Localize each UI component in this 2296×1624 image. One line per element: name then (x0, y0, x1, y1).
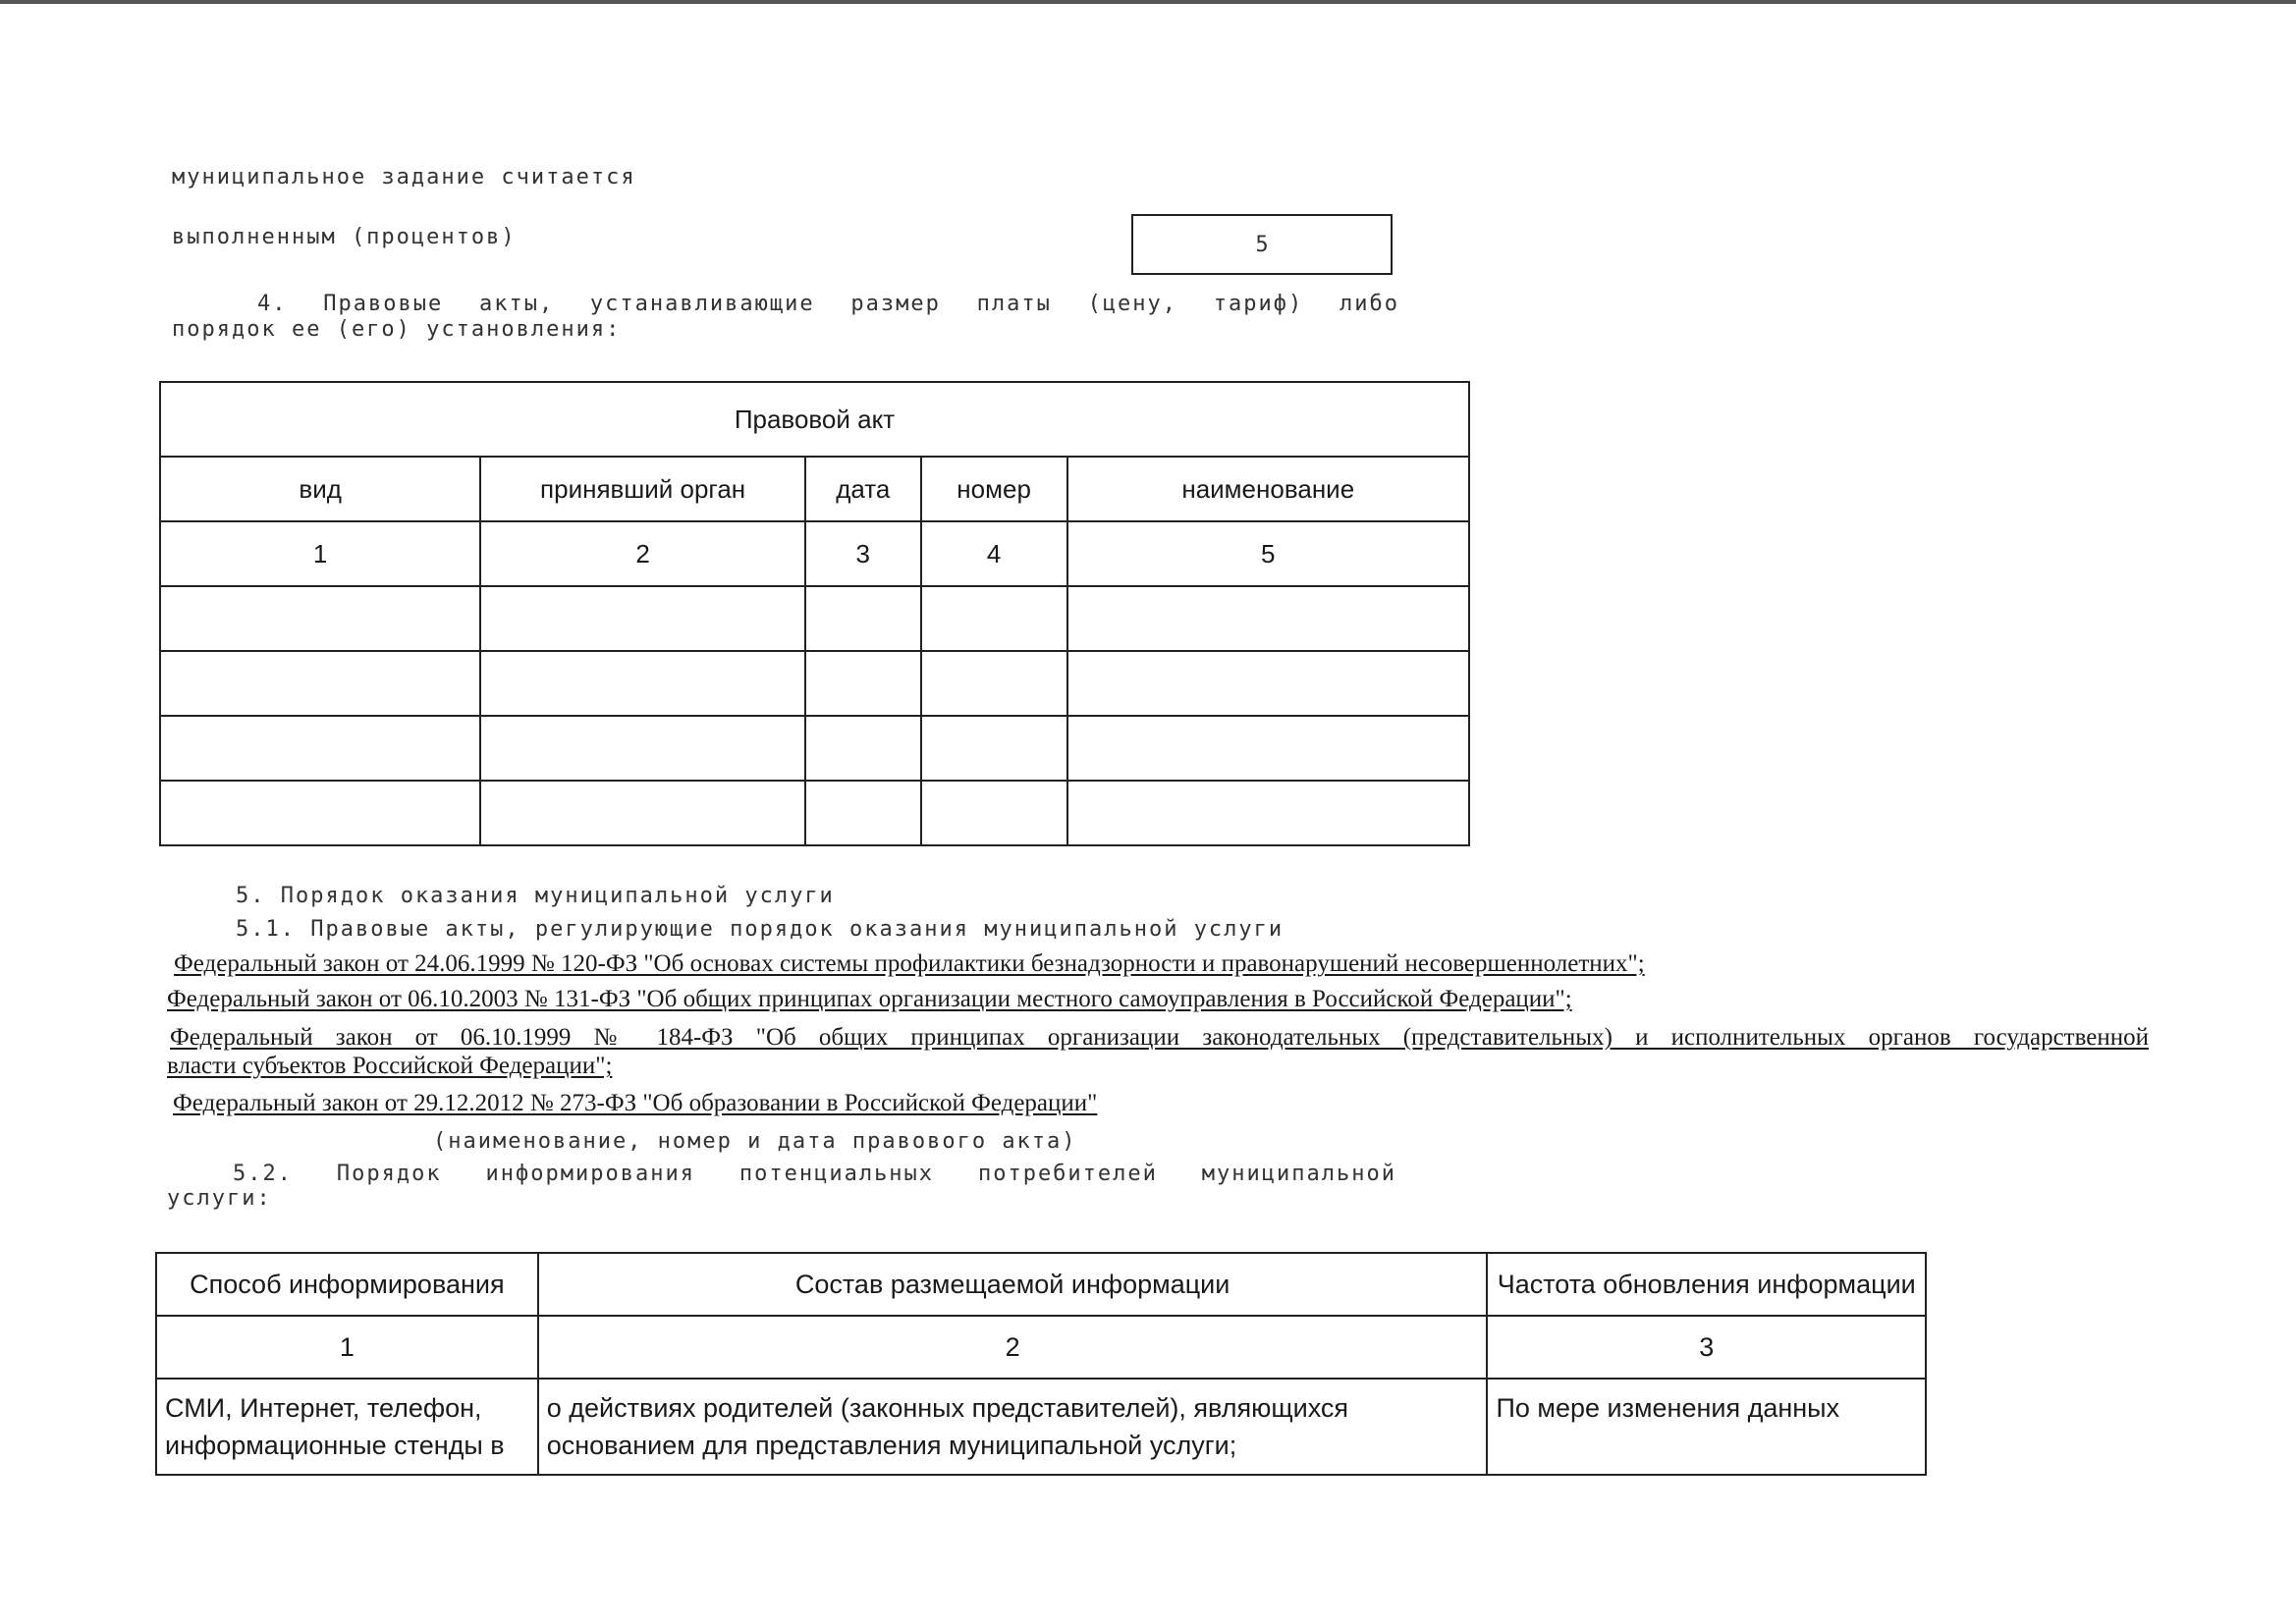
completion-label-line2: выполненным (процентов) (172, 225, 517, 249)
info-header-frequency: Частота обновления информации (1487, 1253, 1926, 1316)
section5-1-heading: 5.1. Правовые акты, регулирующие порядок оказания муниципальной услуги (236, 917, 1285, 942)
legal-num-1: 1 (160, 521, 480, 586)
info-num-2: 2 (538, 1316, 1488, 1379)
legal-num-5: 5 (1067, 521, 1469, 586)
information-table (155, 1252, 1927, 1476)
percent-box (1131, 214, 1393, 275)
section4-text-line1: 4. Правовые акты, устанавливающие размер платы (цену, тариф) либо (257, 292, 1399, 316)
legal-num-3: 3 (805, 521, 921, 586)
legal-num-4: 4 (921, 521, 1067, 586)
percent-value: 5 (1255, 232, 1269, 257)
legal-empty-row (160, 586, 1469, 651)
info-num-3: 3 (1487, 1316, 1926, 1379)
law-131: Федеральный закон от 06.10.2003 № 131-ФЗ "Об общих принципах организации местного самоуправления в Российской Федерации"; (167, 986, 1572, 1012)
legal-empty-row (160, 716, 1469, 781)
legal-col-type: вид (160, 457, 480, 521)
legal-col-authority: принявший орган (480, 457, 805, 521)
legal-col-number: номер (921, 457, 1067, 521)
completion-label-line1: муниципальное задание считается (172, 165, 636, 189)
legal-col-name: наименование (1067, 457, 1469, 521)
info-header-method: Способ информирования (156, 1253, 538, 1316)
info-content-cell: о действиях родителей (законных представителей), являющихся основанием для представления муниципальной услуги; (538, 1379, 1488, 1475)
legal-table-title: Правовой акт (160, 382, 1469, 457)
section5-2-line2: услуги: (167, 1186, 272, 1211)
info-frequency-cell: По мере изменения данных (1487, 1379, 1926, 1475)
section5-2-line1: 5.2. Порядок информирования потенциальных потребителей муниципальной (233, 1162, 1396, 1186)
legal-col-date: дата (805, 457, 921, 521)
info-method-cell: СМИ, Интернет, телефон, информационные стенды в (156, 1379, 538, 1475)
law-184-line1: Федеральный закон от 06.10.1999 № 184-ФЗ "Об общих принципах организации законодательных (представительных) и исполнительных органов государственной (170, 1024, 2149, 1051)
law-273: Федеральный закон от 29.12.2012 № 273-ФЗ "Об образовании в Российской Федерации" (173, 1090, 1098, 1116)
legal-num-2: 2 (480, 521, 805, 586)
law-120: Федеральный закон от 24.06.1999 № 120-ФЗ "Об основах системы профилактики безнадзорности и правонарушений несовершеннолетних"; (174, 950, 1645, 977)
info-num-1: 1 (156, 1316, 538, 1379)
scan-top-edge (0, 0, 2296, 4)
legal-empty-row (160, 651, 1469, 716)
legal-empty-row (160, 781, 1469, 845)
law-184-line2: власти субъектов Российской Федерации"; (167, 1053, 613, 1079)
section5-heading: 5. Порядок оказания муниципальной услуги (236, 884, 835, 908)
info-header-content: Состав размещаемой информации (538, 1253, 1488, 1316)
section4-text-line2: порядок ее (его) установления: (172, 317, 622, 342)
legal-act-caption: (наименование, номер и дата правового акта) (433, 1129, 1077, 1154)
legal-acts-table (159, 381, 1470, 846)
